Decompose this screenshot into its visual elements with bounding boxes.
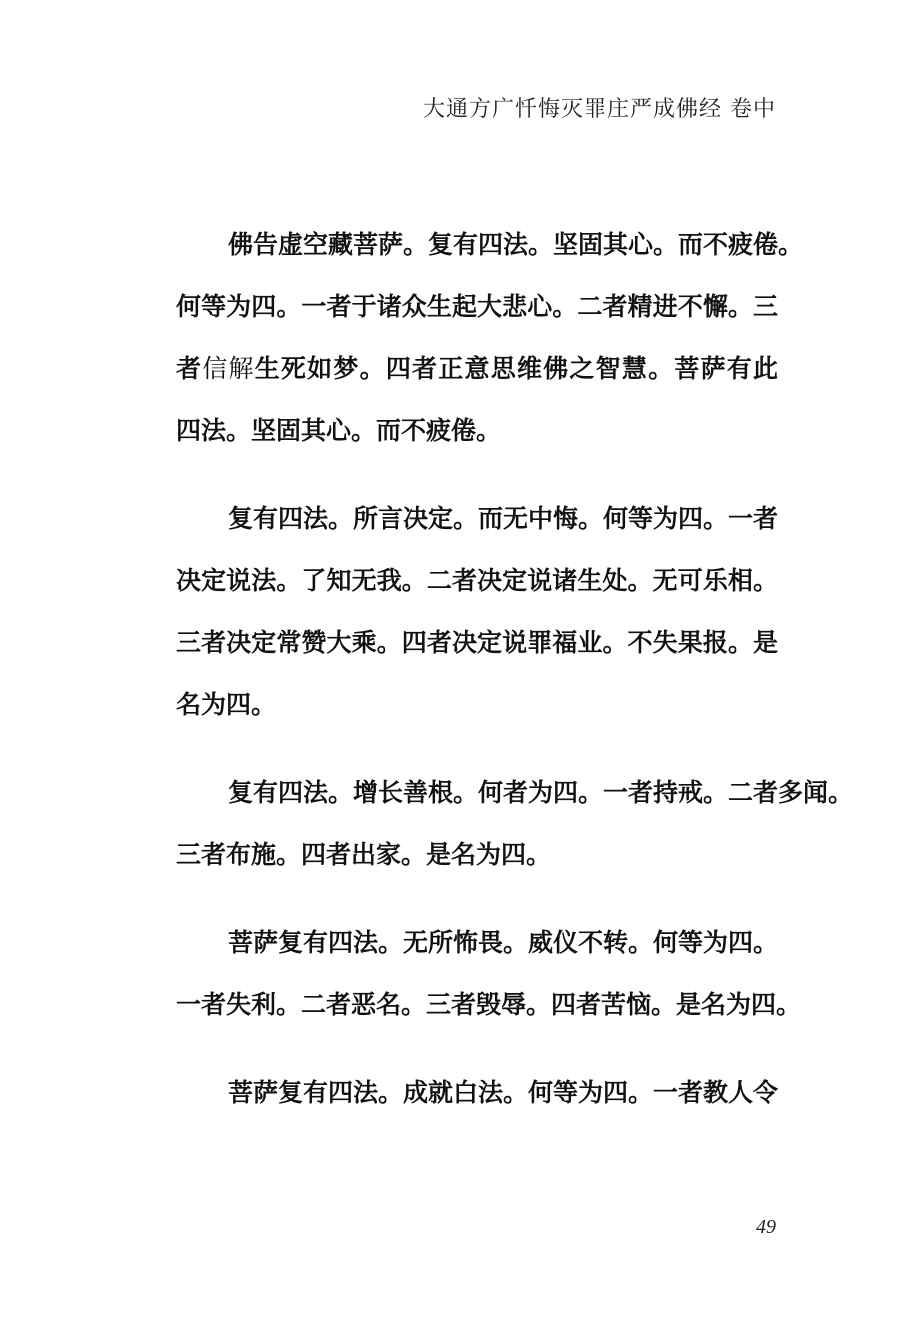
text-line: 三者布施。四者出家。是名为四。 [176,840,552,869]
text-line: 复有四法。所言决定。而无中悔。何等为四。一者 [228,504,779,533]
text-line: 决定说法。了知无我。二者决定说诸生处。无可乐相。 [176,566,778,595]
text-line: 菩萨复有四法。成就白法。何等为四。一者教人令 [228,1078,779,1107]
text-segment: 者 [176,354,203,383]
text-line: 菩萨复有四法。无所怖畏。威仪不转。何等为四。 [228,928,779,957]
paragraph [176,770,854,894]
text-segment-light: 信解 [202,354,255,383]
scripture-text [176,222,854,1132]
text-line: 一者失利。二者恶名。三者毁辱。四者苦恼。是名为四。 [176,990,802,1019]
paragraph [176,920,802,1044]
text-line [176,346,778,408]
paragraph [176,1070,778,1132]
text-line: 三者决定常赞大乘。四者决定说罪福业。不失果报。是 [176,628,778,657]
text-line: 四法。坚固其心。而不疲倦。 [176,416,502,445]
text-line: 名为四。 [176,690,277,719]
page-number: 49 [756,1216,776,1238]
paragraph [176,496,778,744]
paragraph [176,222,804,470]
text-line: 佛告虚空藏菩萨。复有四法。坚固其心。而不疲倦。 [228,230,804,259]
text-segment: 生死如梦。四者正意思维佛之智慧。菩萨有此 [254,354,778,383]
running-header: 大通方广忏悔灭罪庄严成佛经 卷中 [423,97,776,122]
text-line: 复有四法。增长善根。何者为四。一者持戒。二者多闻。 [228,778,854,807]
text-line: 何等为四。一者于诸众生起大悲心。二者精进不懈。三 [176,292,778,321]
